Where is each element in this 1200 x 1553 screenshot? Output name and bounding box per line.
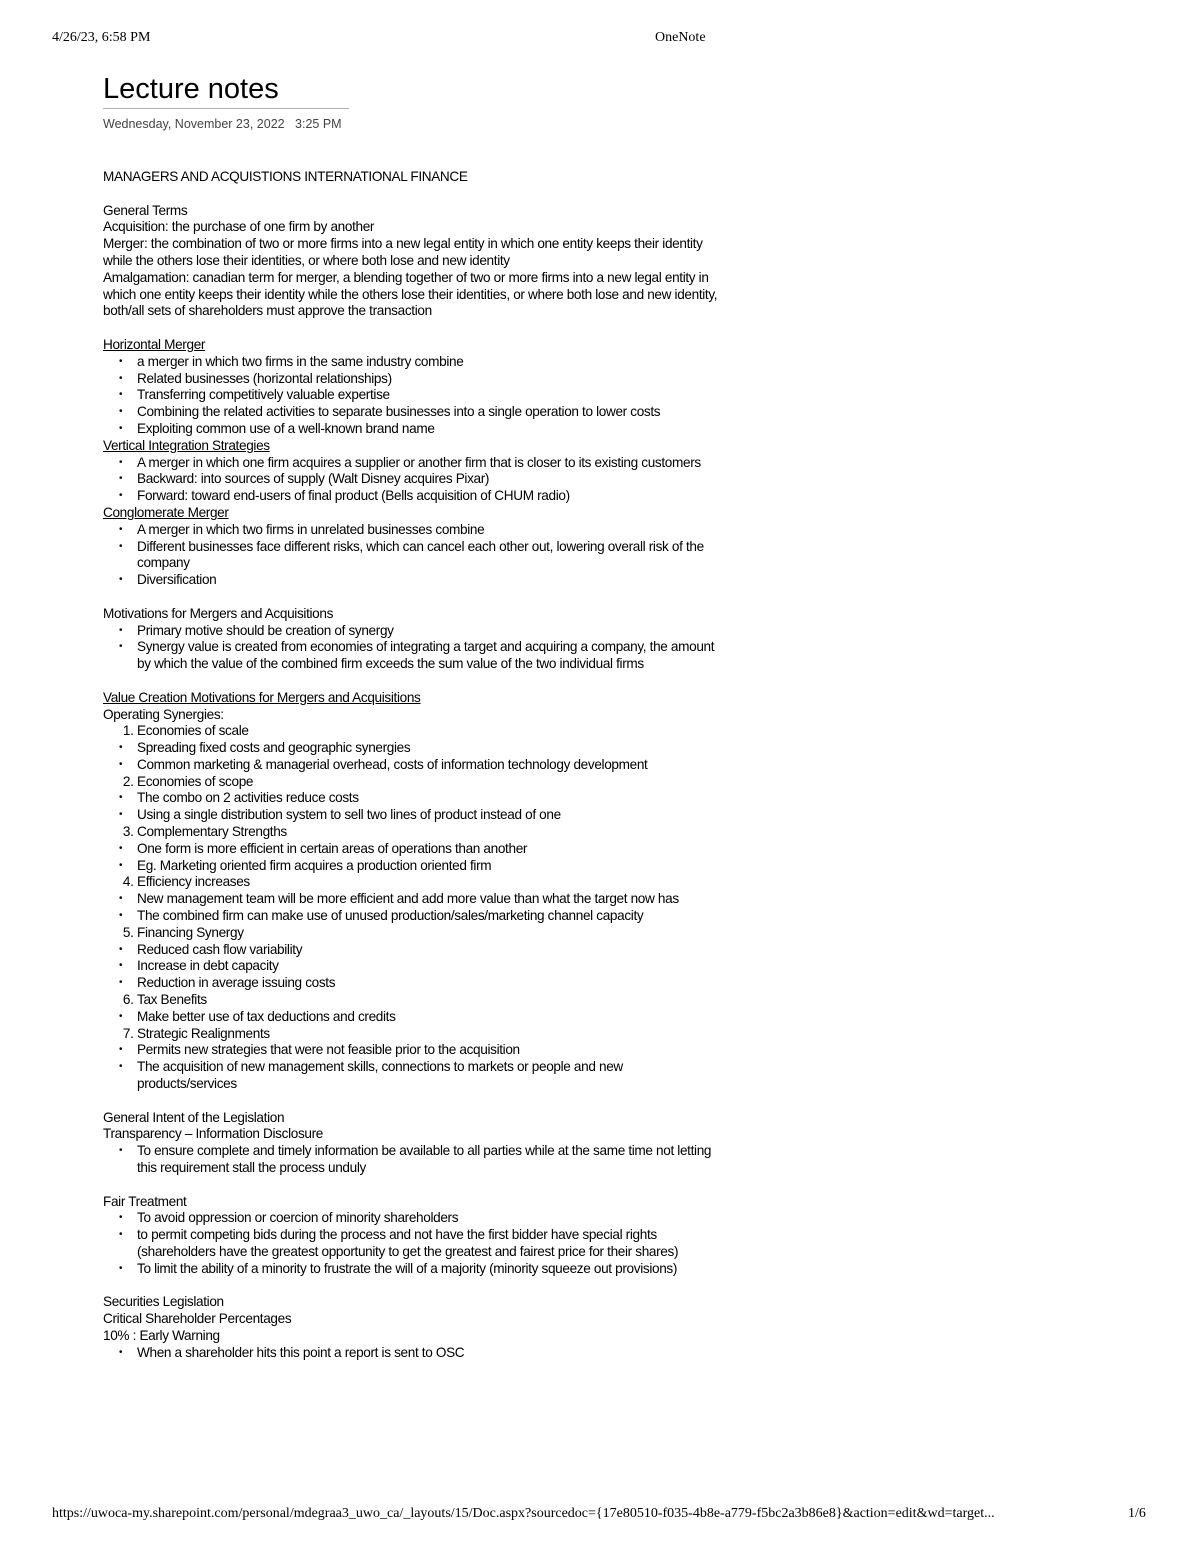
- list-item: • When a shareholder hits this point a report is sent to OSC: [137, 1345, 723, 1362]
- list-item: • To avoid oppression or coercion of minority shareholders: [137, 1210, 723, 1227]
- numbered-list: [103, 925, 723, 942]
- list-item: • Related businesses (horizontal relationships): [137, 371, 723, 388]
- list-item: • New management team will be more efficient and add more value than what the target now has: [137, 891, 723, 908]
- list-item: • Make better use of tax deductions and credits: [137, 1009, 723, 1026]
- numbered-item: 5. Financing Synergy: [137, 925, 723, 942]
- print-app-name: OneNote: [655, 30, 706, 45]
- section-heading: Value Creation Motivations for Mergers and Acquisitions: [103, 689, 421, 705]
- page-number: 1/6: [1128, 1506, 1146, 1521]
- numbered-list: [103, 992, 723, 1009]
- bullet-list: [103, 1143, 723, 1177]
- list-item: • Eg. Marketing oriented firm acquires a production oriented firm: [137, 858, 723, 875]
- numbered-list: [103, 874, 723, 891]
- subheading: 10% : Early Warning: [103, 1327, 220, 1343]
- list-item: • Diversification: [137, 572, 723, 589]
- bullet-list: [103, 790, 723, 824]
- bullet-list: [103, 740, 723, 774]
- definition: Merger: the combination of two or more firms into a new legal entity in which one entity keeps their identity while the others lose their identities, or where both lose and new identity: [103, 236, 703, 268]
- list-item: • Common marketing & managerial overhead, costs of information technology development: [137, 757, 723, 774]
- note-page: [103, 72, 723, 1362]
- section-heading: Conglomerate Merger: [103, 504, 229, 520]
- list-item: • The combo on 2 activities reduce costs: [137, 790, 723, 807]
- numbered-list: [103, 1026, 723, 1043]
- numbered-item: 1. Economies of scale: [137, 723, 723, 740]
- list-item: • The acquisition of new management skills, connections to markets or people and new products/services: [137, 1059, 723, 1093]
- numbered-item: 3. Complementary Strengths: [137, 824, 723, 841]
- list-item: • Increase in debt capacity: [137, 958, 723, 975]
- section-heading: Horizontal Merger: [103, 336, 206, 352]
- list-item: • to permit competing bids during the process and not have the first bidder have special rights (shareholders have the greatest opportunity to get the greatest and fairest price for their shares): [137, 1227, 723, 1261]
- numbered-list: [103, 824, 723, 841]
- bullet-list: [103, 841, 723, 875]
- numbered-item: 4. Efficiency increases: [137, 874, 723, 891]
- section-heading: General Intent of the Legislation: [103, 1109, 285, 1125]
- note-heading: MANAGERS AND ACQUISTIONS INTERNATIONAL FINANCE: [103, 169, 468, 184]
- list-item: • A merger in which one firm acquires a supplier or another firm that is closer to its existing customers: [137, 455, 723, 472]
- list-item: • Reduced cash flow variability: [137, 942, 723, 959]
- subheading: Fair Treatment: [103, 1193, 187, 1209]
- list-item: • Different businesses face different risks, which can cancel each other out, lowering overall risk of the company: [137, 539, 723, 573]
- bullet-list: [103, 942, 723, 992]
- bullet-list: [103, 455, 723, 505]
- numbered-list: [103, 723, 723, 740]
- section-heading: Vertical Integration Strategies: [103, 437, 270, 453]
- note-datetime: [103, 117, 723, 131]
- list-item: • A merger in which two firms in unrelated businesses combine: [137, 522, 723, 539]
- print-url: https://uwoca-my.sharepoint.com/personal/mdegraa3_uwo_ca/_layouts/15/Doc.aspx?sourcedoc={17e80510-f035-4b8e-a779-f5bc2a3b86e8}&action=edit&wd=target...: [52, 1506, 995, 1521]
- numbered-item: 2. Economies of scope: [137, 774, 723, 791]
- subheading: Critical Shareholder Percentages: [103, 1311, 292, 1327]
- list-item: • The combined firm can make use of unused production/sales/marketing channel capacity: [137, 908, 723, 925]
- list-item: • Using a single distribution system to sell two lines of product instead of one: [137, 807, 723, 824]
- list-item: • Synergy value is created from economies of integrating a target and acquiring a company, the amount by which the value of the combined firm exceeds the sum value of the two individual firms: [137, 639, 723, 673]
- note-content: [103, 169, 723, 1362]
- subheading: Operating Synergies:: [103, 706, 224, 722]
- list-item: • a merger in which two firms in the same industry combine: [137, 354, 723, 371]
- list-item: • Exploiting common use of a well-known brand name: [137, 421, 723, 438]
- bullet-list: [103, 891, 723, 925]
- bullet-list: [103, 1210, 723, 1277]
- bullet-list: [103, 1009, 723, 1026]
- definition: Amalgamation: canadian term for merger, a blending together of two or more firms into a new legal entity in which one entity keeps their identity while the others lose their identities, or where both lose and new identity, both/all sets of shareholders must approve the transaction: [103, 269, 718, 319]
- numbered-item: 7. Strategic Realignments: [137, 1026, 723, 1043]
- bullet-list: [103, 354, 723, 438]
- section-heading: Motivations for Mergers and Acquisitions: [103, 605, 334, 621]
- definition: Acquisition: the purchase of one firm by another: [103, 219, 375, 235]
- list-item: • One form is more efficient in certain areas of operations than another: [137, 841, 723, 858]
- list-item: • Spreading fixed costs and geographic synergies: [137, 740, 723, 757]
- note-date: Wednesday, November 23, 2022: [103, 117, 285, 131]
- bullet-list: [103, 623, 723, 673]
- list-item: • Reduction in average issuing costs: [137, 975, 723, 992]
- list-item: • Permits new strategies that were not feasible prior to the acquisition: [137, 1042, 723, 1059]
- subheading: Transparency – Information Disclosure: [103, 1126, 324, 1142]
- page-title[interactable]: Lecture notes: [103, 72, 349, 109]
- bullet-list: [103, 1042, 723, 1092]
- list-item: • To limit the ability of a minority to frustrate the will of a majority (minority squeeze out provisions): [137, 1261, 723, 1278]
- bullet-list: [103, 522, 723, 589]
- list-item: • Primary motive should be creation of synergy: [137, 623, 723, 640]
- print-timestamp: 4/26/23, 6:58 PM: [52, 30, 151, 45]
- numbered-list: [103, 774, 723, 791]
- list-item: • Forward: toward end-users of final product (Bells acquisition of CHUM radio): [137, 488, 723, 505]
- list-item: • To ensure complete and timely information be available to all parties while at the same time not letting this requirement stall the process unduly: [137, 1143, 723, 1177]
- list-item: • Transferring competitively valuable expertise: [137, 387, 723, 404]
- numbered-item: 6. Tax Benefits: [137, 992, 723, 1009]
- section-heading: General Terms: [103, 202, 188, 218]
- section-heading: Securities Legislation: [103, 1294, 224, 1310]
- list-item: • Combining the related activities to separate businesses into a single operation to lower costs: [137, 404, 723, 421]
- list-item: • Backward: into sources of supply (Walt Disney acquires Pixar): [137, 471, 723, 488]
- bullet-list: [103, 1345, 723, 1362]
- note-time: 3:25 PM: [295, 117, 342, 131]
